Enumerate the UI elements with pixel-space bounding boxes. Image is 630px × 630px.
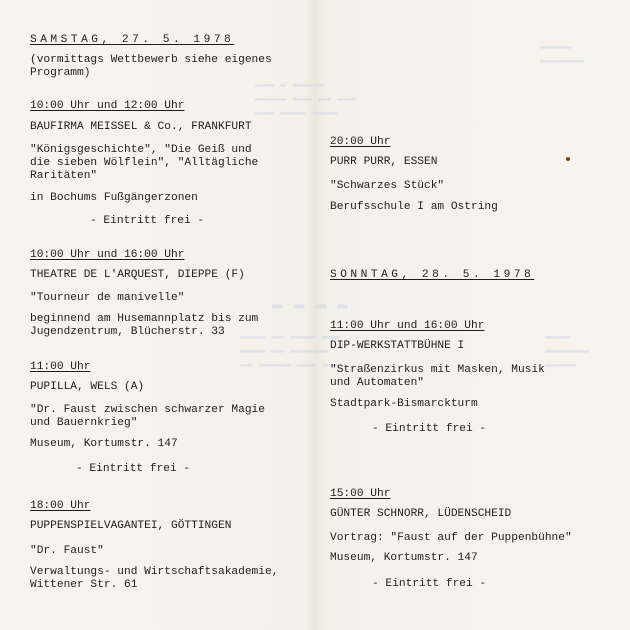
bleed-through-text: ▬▬▬▬▬ ▬▬▬▬▬▬▬ (540, 41, 585, 67)
event-venue: Jugendzentrum, Blücherstr. 33 (30, 326, 225, 338)
program-note: Programm) (30, 67, 91, 79)
event-time: 18:00 Uhr (30, 500, 91, 512)
event-venue: Stadtpark-Bismarckturm (330, 398, 478, 410)
event-title: die sieben Wölflein", "Alltägliche (30, 157, 259, 169)
event-title: "Königsgeschichte", "Die Geiß und (30, 144, 252, 156)
event-time: 11:00 Uhr (30, 361, 91, 373)
event-title: "Tourneur de manivelle" (30, 292, 185, 304)
event-company: DIP-WERKSTATTBÜHNE I (330, 340, 465, 352)
event-title: Raritäten" (30, 170, 98, 182)
event-title: "Schwarzes Stück" (330, 180, 445, 192)
event-time: 20:00 Uhr (330, 136, 391, 148)
event-company: BAUFIRMA MEISSEL & Co., FRANKFURT (30, 121, 252, 133)
event-company: GÜNTER SCHNORR, LÜDENSCHEID (330, 508, 512, 520)
event-venue: Berufsschule I am Ostring (330, 201, 498, 213)
event-admission: - Eintritt frei - (90, 215, 205, 227)
event-title: "Dr. Faust zwischen schwarzer Magie (30, 404, 265, 416)
event-venue: Museum, Kortumstr. 147 (30, 438, 178, 450)
event-venue: Museum, Kortumstr. 147 (330, 552, 478, 564)
event-company: THEATRE DE L'ARQUEST, DIEPPE (F) (30, 269, 245, 281)
event-company: PURR PURR, ESSEN (330, 156, 438, 168)
bleed-through-text: ▬▬▬▬ ▬▬▬▬▬▬▬ ▬▬▬▬▬ (545, 331, 590, 371)
event-admission: - Eintritt frei - (372, 423, 487, 435)
event-venue: in Bochums Fußgängerzonen (30, 192, 198, 204)
bleed-through-text: ▬▬▬ ▬ ▬▬▬▬▬ ▬▬▬▬▬ ▬▬▬ ▬▬ ▬▬▬ ▬▬▬ ▬▬▬▬ ▬▬▬▬ (255, 79, 356, 119)
ink-spot (566, 157, 570, 161)
event-company: PUPPENSPIELVAGANTEI, GÖTTINGEN (30, 520, 232, 532)
event-venue: Verwaltungs- und Wirtschaftsakademie, (30, 566, 279, 578)
event-title: und Automaten" (330, 377, 424, 389)
event-venue: beginnend am Husemannplatz bis zum (30, 313, 259, 325)
event-admission: - Eintritt frei - (76, 463, 191, 475)
event-time: 15:00 Uhr (330, 488, 391, 500)
event-admission: - Eintritt frei - (372, 578, 487, 590)
event-venue: Wittener Str. 61 (30, 579, 138, 591)
event-title: "Straßenzirkus mit Masken, Musik (330, 364, 545, 376)
event-company: PUPILLA, WELS (A) (30, 381, 145, 393)
event-title: Vortrag: "Faust auf der Puppenbühne" (330, 532, 572, 544)
event-time: 11:00 Uhr und 16:00 Uhr (330, 320, 485, 332)
event-title: und Bauernkrieg" (30, 417, 138, 429)
event-time: 10:00 Uhr und 16:00 Uhr (30, 249, 185, 261)
event-time: 10:00 Uhr und 12:00 Uhr (30, 100, 185, 112)
bleed-through-text: ▬▬▬▬ ▬▬ ▬▬▬▬ ▬▬▬ ▬▬▬▬ ▬▬ ▬▬▬▬▬▬ ▬▬ ▬▬▬▬▬ ▬▬▬ ▬▬ (240, 331, 341, 371)
day-heading-sunday: SONNTAG, 28. 5. 1978 (330, 269, 535, 281)
day-heading-saturday: SAMSTAG, 27. 5. 1978 (30, 34, 235, 46)
program-note: (vormittags Wettbewerb siehe eigenes (30, 54, 272, 66)
event-title: "Dr. Faust" (30, 545, 104, 557)
bleed-through-text: ▬ ▬ ▬ ▬ (272, 295, 348, 315)
